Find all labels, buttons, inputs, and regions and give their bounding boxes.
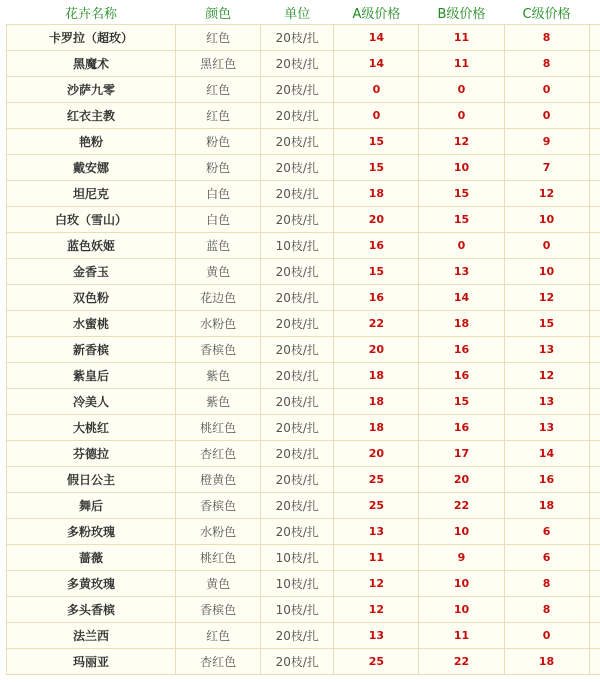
- cell-b-price: 22: [419, 649, 504, 675]
- cell-b-price: 9: [419, 545, 504, 571]
- cell-unit: 20枝/扎: [261, 207, 334, 233]
- cell-flower-name: 多头香槟: [7, 597, 176, 623]
- table-row: [7, 155, 600, 181]
- cell-c-price: 6: [504, 519, 589, 545]
- table-row: [7, 493, 600, 519]
- cell-flower-name: 艳粉: [7, 129, 176, 155]
- cell-flower-name: 蓝色妖姬: [7, 233, 176, 259]
- cell-flower-name: 蔷薇: [7, 545, 176, 571]
- cell-color: 黄色: [176, 571, 261, 597]
- cell-a-price: 18: [334, 363, 419, 389]
- cell-color: 黄色: [176, 259, 261, 285]
- cell-color: 香槟色: [176, 493, 261, 519]
- cell-color: 白色: [176, 181, 261, 207]
- cell-b-price: 17: [419, 441, 504, 467]
- table-row: [7, 311, 600, 337]
- cell-color: 红色: [176, 623, 261, 649]
- cell-c-price: 9: [504, 129, 589, 155]
- cell-b-price: 11: [419, 25, 504, 51]
- cell-unit: 20枝/扎: [261, 441, 334, 467]
- cell-flower-name: 冷美人: [7, 389, 176, 415]
- cell-extra: [589, 311, 600, 337]
- table-row: [7, 233, 600, 259]
- cell-b-price: 0: [419, 103, 504, 129]
- cell-extra: [589, 441, 600, 467]
- table-row: [7, 103, 600, 129]
- cell-b-price: 0: [419, 77, 504, 103]
- cell-color: 香槟色: [176, 337, 261, 363]
- cell-extra: [589, 181, 600, 207]
- cell-flower-name: 多粉玫瑰: [7, 519, 176, 545]
- table-row: [7, 389, 600, 415]
- table-row: [7, 259, 600, 285]
- cell-extra: [589, 389, 600, 415]
- cell-color: 橙黄色: [176, 467, 261, 493]
- cell-c-price: 0: [504, 103, 589, 129]
- cell-a-price: 16: [334, 285, 419, 311]
- cell-extra: [589, 155, 600, 181]
- cell-flower-name: 芬德拉: [7, 441, 176, 467]
- header-flower-name: 花卉名称: [7, 0, 176, 25]
- cell-c-price: 8: [504, 571, 589, 597]
- cell-b-price: 12: [419, 129, 504, 155]
- cell-c-price: 16: [504, 467, 589, 493]
- cell-flower-name: 坦尼克: [7, 181, 176, 207]
- cell-extra: [589, 519, 600, 545]
- header-a-price: A级价格: [334, 0, 419, 25]
- cell-b-price: 22: [419, 493, 504, 519]
- cell-b-price: 20: [419, 467, 504, 493]
- cell-flower-name: 紫皇后: [7, 363, 176, 389]
- cell-color: 水粉色: [176, 311, 261, 337]
- cell-extra: [589, 233, 600, 259]
- table-row: [7, 415, 600, 441]
- table-row: [7, 571, 600, 597]
- header-b-price: B级价格: [419, 0, 504, 25]
- cell-unit: 20枝/扎: [261, 77, 334, 103]
- cell-a-price: 15: [334, 259, 419, 285]
- cell-c-price: 0: [504, 623, 589, 649]
- cell-unit: 20枝/扎: [261, 259, 334, 285]
- cell-c-price: 8: [504, 25, 589, 51]
- cell-c-price: 0: [504, 233, 589, 259]
- cell-b-price: 16: [419, 337, 504, 363]
- table-row: [7, 285, 600, 311]
- cell-b-price: 10: [419, 571, 504, 597]
- cell-b-price: 14: [419, 285, 504, 311]
- cell-a-price: 13: [334, 519, 419, 545]
- cell-a-price: 0: [334, 77, 419, 103]
- cell-c-price: 0: [504, 77, 589, 103]
- cell-color: 黑红色: [176, 51, 261, 77]
- cell-c-price: 12: [504, 181, 589, 207]
- cell-unit: 20枝/扎: [261, 649, 334, 675]
- cell-a-price: 12: [334, 571, 419, 597]
- cell-a-price: 20: [334, 207, 419, 233]
- cell-unit: 20枝/扎: [261, 519, 334, 545]
- cell-c-price: 18: [504, 493, 589, 519]
- cell-color: 桃红色: [176, 415, 261, 441]
- cell-extra: [589, 337, 600, 363]
- cell-color: 杏红色: [176, 649, 261, 675]
- table-row: [7, 337, 600, 363]
- cell-color: 红色: [176, 103, 261, 129]
- table-row: [7, 467, 600, 493]
- table-row: [7, 363, 600, 389]
- cell-extra: [589, 571, 600, 597]
- cell-flower-name: 大桃红: [7, 415, 176, 441]
- cell-color: 花边色: [176, 285, 261, 311]
- header-color: 颜色: [176, 0, 261, 25]
- cell-unit: 20枝/扎: [261, 415, 334, 441]
- cell-c-price: 12: [504, 285, 589, 311]
- cell-unit: 10枝/扎: [261, 233, 334, 259]
- table-row: [7, 597, 600, 623]
- table-row: [7, 77, 600, 103]
- cell-c-price: 10: [504, 259, 589, 285]
- cell-b-price: 15: [419, 389, 504, 415]
- cell-flower-name: 红衣主教: [7, 103, 176, 129]
- cell-unit: 20枝/扎: [261, 467, 334, 493]
- cell-extra: [589, 129, 600, 155]
- cell-flower-name: 金香玉: [7, 259, 176, 285]
- cell-unit: 10枝/扎: [261, 545, 334, 571]
- cell-c-price: 18: [504, 649, 589, 675]
- cell-c-price: 13: [504, 337, 589, 363]
- cell-a-price: 15: [334, 155, 419, 181]
- cell-extra: [589, 77, 600, 103]
- cell-color: 粉色: [176, 129, 261, 155]
- table-row: [7, 545, 600, 571]
- flower-price-table: [6, 0, 600, 675]
- cell-a-price: 14: [334, 25, 419, 51]
- cell-extra: [589, 25, 600, 51]
- cell-extra: [589, 623, 600, 649]
- cell-extra: [589, 51, 600, 77]
- cell-extra: [589, 103, 600, 129]
- cell-flower-name: 双色粉: [7, 285, 176, 311]
- cell-color: 紫色: [176, 363, 261, 389]
- header-extra: [589, 0, 600, 25]
- cell-c-price: 8: [504, 597, 589, 623]
- table-row: [7, 25, 600, 51]
- cell-color: 杏红色: [176, 441, 261, 467]
- table-body: [7, 25, 600, 675]
- cell-unit: 20枝/扎: [261, 337, 334, 363]
- cell-extra: [589, 415, 600, 441]
- header-unit: 单位: [261, 0, 334, 25]
- cell-b-price: 11: [419, 623, 504, 649]
- cell-a-price: 0: [334, 103, 419, 129]
- cell-color: 红色: [176, 25, 261, 51]
- cell-c-price: 14: [504, 441, 589, 467]
- cell-a-price: 13: [334, 623, 419, 649]
- cell-flower-name: 新香槟: [7, 337, 176, 363]
- cell-a-price: 20: [334, 337, 419, 363]
- cell-color: 紫色: [176, 389, 261, 415]
- cell-extra: [589, 207, 600, 233]
- cell-b-price: 11: [419, 51, 504, 77]
- cell-flower-name: 卡罗拉（超玫）: [7, 25, 176, 51]
- cell-color: 桃红色: [176, 545, 261, 571]
- table-header-row: [7, 0, 600, 25]
- cell-extra: [589, 259, 600, 285]
- cell-flower-name: 假日公主: [7, 467, 176, 493]
- cell-b-price: 15: [419, 181, 504, 207]
- cell-a-price: 18: [334, 181, 419, 207]
- cell-c-price: 13: [504, 389, 589, 415]
- cell-unit: 20枝/扎: [261, 493, 334, 519]
- cell-a-price: 15: [334, 129, 419, 155]
- table-row: [7, 441, 600, 467]
- cell-a-price: 11: [334, 545, 419, 571]
- cell-c-price: 12: [504, 363, 589, 389]
- cell-b-price: 18: [419, 311, 504, 337]
- cell-unit: 10枝/扎: [261, 571, 334, 597]
- cell-flower-name: 法兰西: [7, 623, 176, 649]
- cell-b-price: 13: [419, 259, 504, 285]
- table-row: [7, 519, 600, 545]
- cell-unit: 20枝/扎: [261, 25, 334, 51]
- cell-a-price: 18: [334, 415, 419, 441]
- cell-unit: 20枝/扎: [261, 155, 334, 181]
- cell-unit: 20枝/扎: [261, 103, 334, 129]
- cell-c-price: 6: [504, 545, 589, 571]
- cell-c-price: 7: [504, 155, 589, 181]
- cell-a-price: 18: [334, 389, 419, 415]
- cell-unit: 20枝/扎: [261, 181, 334, 207]
- cell-unit: 20枝/扎: [261, 623, 334, 649]
- cell-extra: [589, 467, 600, 493]
- cell-b-price: 16: [419, 363, 504, 389]
- cell-a-price: 25: [334, 493, 419, 519]
- table-row: [7, 207, 600, 233]
- cell-flower-name: 多黄玫瑰: [7, 571, 176, 597]
- table-row: [7, 181, 600, 207]
- table-row: [7, 623, 600, 649]
- cell-c-price: 15: [504, 311, 589, 337]
- cell-b-price: 10: [419, 519, 504, 545]
- cell-a-price: 25: [334, 649, 419, 675]
- cell-unit: 20枝/扎: [261, 363, 334, 389]
- cell-unit: 20枝/扎: [261, 285, 334, 311]
- cell-a-price: 22: [334, 311, 419, 337]
- cell-extra: [589, 597, 600, 623]
- table-row: [7, 129, 600, 155]
- cell-b-price: 16: [419, 415, 504, 441]
- cell-color: 粉色: [176, 155, 261, 181]
- cell-c-price: 13: [504, 415, 589, 441]
- header-c-price: C级价格: [504, 0, 589, 25]
- cell-flower-name: 沙萨九零: [7, 77, 176, 103]
- cell-flower-name: 水蜜桃: [7, 311, 176, 337]
- cell-color: 水粉色: [176, 519, 261, 545]
- cell-c-price: 8: [504, 51, 589, 77]
- cell-color: 蓝色: [176, 233, 261, 259]
- cell-b-price: 10: [419, 155, 504, 181]
- cell-b-price: 15: [419, 207, 504, 233]
- cell-unit: 20枝/扎: [261, 389, 334, 415]
- cell-a-price: 20: [334, 441, 419, 467]
- cell-color: 白色: [176, 207, 261, 233]
- cell-a-price: 14: [334, 51, 419, 77]
- cell-c-price: 10: [504, 207, 589, 233]
- cell-a-price: 16: [334, 233, 419, 259]
- cell-a-price: 12: [334, 597, 419, 623]
- cell-extra: [589, 493, 600, 519]
- cell-b-price: 0: [419, 233, 504, 259]
- cell-flower-name: 黑魔术: [7, 51, 176, 77]
- cell-unit: 20枝/扎: [261, 51, 334, 77]
- cell-flower-name: 舞后: [7, 493, 176, 519]
- table-row: [7, 51, 600, 77]
- cell-color: 香槟色: [176, 597, 261, 623]
- cell-color: 红色: [176, 77, 261, 103]
- cell-flower-name: 白玫（雪山）: [7, 207, 176, 233]
- cell-extra: [589, 363, 600, 389]
- cell-extra: [589, 545, 600, 571]
- cell-extra: [589, 649, 600, 675]
- cell-unit: 20枝/扎: [261, 311, 334, 337]
- cell-b-price: 10: [419, 597, 504, 623]
- cell-a-price: 25: [334, 467, 419, 493]
- table-row: [7, 649, 600, 675]
- cell-unit: 20枝/扎: [261, 129, 334, 155]
- cell-flower-name: 玛丽亚: [7, 649, 176, 675]
- cell-unit: 10枝/扎: [261, 597, 334, 623]
- cell-extra: [589, 285, 600, 311]
- cell-flower-name: 戴安娜: [7, 155, 176, 181]
